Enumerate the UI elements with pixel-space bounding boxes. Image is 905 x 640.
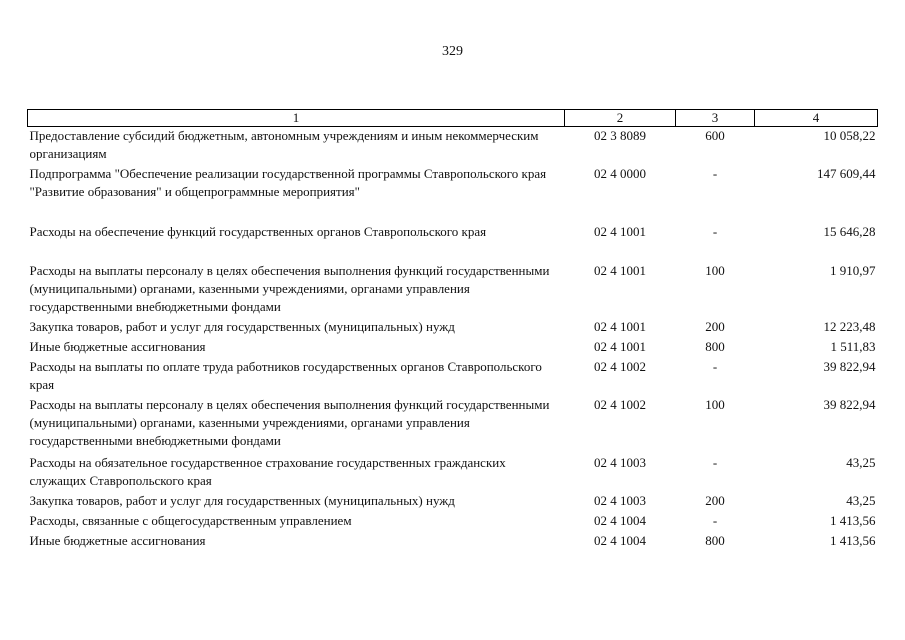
row-type: -	[712, 166, 718, 181]
table-row	[28, 512, 878, 532]
row-amount: 15 646,28	[823, 224, 876, 239]
row-name: Закупка товаров, работ и услуг для государственных (муниципальных) нужд	[29, 493, 455, 508]
row-code: 02 4 1003	[594, 455, 646, 470]
budget-table	[27, 109, 878, 552]
table-row	[28, 165, 878, 223]
row-type: 100	[705, 397, 725, 412]
row-amount: 43,25	[846, 455, 876, 470]
header-col-3: 3	[676, 110, 755, 127]
row-code: 02 4 1001	[594, 339, 646, 354]
table-row	[28, 358, 878, 396]
header-row	[28, 110, 878, 127]
row-type: 800	[705, 339, 725, 354]
row-amount: 1 511,83	[830, 339, 876, 354]
table-row	[28, 492, 878, 512]
row-name: Закупка товаров, работ и услуг для государственных (муниципальных) нужд	[29, 319, 455, 334]
page-number: 329	[442, 44, 463, 59]
row-code: 02 4 1004	[594, 513, 646, 528]
row-type: 600	[705, 128, 725, 143]
row-amount: 39 822,94	[823, 397, 876, 412]
table-row	[28, 454, 878, 492]
row-code: 02 4 1004	[594, 533, 646, 548]
row-code: 02 4 1002	[594, 359, 646, 374]
table-row	[28, 262, 878, 318]
row-code: 02 4 1001	[594, 224, 646, 239]
header-col-1: 1	[28, 110, 565, 127]
row-name: Расходы на выплаты персоналу в целях обеспечения выполнения функций государственными (муниципальными) органами, казенными учреждениями, органами управления государственными внебюджетными фондами	[29, 263, 550, 314]
row-name: Расходы на обеспечение функций государственных органов Ставропольского края	[29, 224, 487, 239]
row-name: Расходы на выплаты по оплате труда работников государственных органов Ставропольского края	[29, 359, 542, 392]
row-code: 02 4 0000	[594, 166, 646, 181]
table-row	[28, 127, 878, 166]
table-row	[28, 532, 878, 552]
table-row	[28, 318, 878, 338]
row-name: Иные бюджетные ассигнования	[29, 533, 206, 548]
header-col-4: 4	[755, 110, 878, 127]
row-name: Подпрограмма "Обеспечение реализации государственной программы Ставропольского края "Развитие образования" и общепрограммные мероприятия"	[29, 166, 547, 199]
row-type: -	[712, 513, 718, 528]
row-amount: 147 609,44	[817, 166, 876, 181]
row-type: 200	[705, 319, 725, 334]
row-code: 02 4 1001	[594, 319, 646, 334]
row-amount: 1 413,56	[830, 513, 876, 528]
row-name: Расходы, связанные с общегосударственным управлением	[29, 513, 352, 528]
row-type: 100	[705, 263, 725, 278]
row-code: 02 4 1002	[594, 397, 646, 412]
row-name: Расходы на выплаты персоналу в целях обеспечения выполнения функций государственными (муниципальными) органами, казенными учреждениями, органами управления государственными внебюджетными фондами	[29, 397, 550, 448]
row-amount: 10 058,22	[823, 128, 876, 143]
row-code: 02 4 1001	[594, 263, 646, 278]
row-amount: 43,25	[846, 493, 876, 508]
table-row	[28, 338, 878, 358]
row-amount: 12 223,48	[823, 319, 876, 334]
row-type: 800	[705, 533, 725, 548]
row-code: 02 4 1003	[594, 493, 646, 508]
header-col-2: 2	[565, 110, 676, 127]
row-amount: 1 413,56	[830, 533, 876, 548]
row-amount: 1 910,97	[830, 263, 876, 278]
table-row	[28, 396, 878, 454]
row-amount: 39 822,94	[823, 359, 876, 374]
row-type: -	[712, 224, 718, 239]
row-type: -	[712, 455, 718, 470]
row-code: 02 3 8089	[594, 128, 646, 143]
row-type: -	[712, 359, 718, 374]
row-name: Предоставление субсидий бюджетным, автономным учреждениям и иным некоммерческим организациям	[29, 128, 539, 161]
row-name: Иные бюджетные ассигнования	[29, 339, 206, 354]
row-type: 200	[705, 493, 725, 508]
row-name: Расходы на обязательное государственное страхование государственных гражданских служащих Ставропольского края	[29, 455, 506, 488]
table-row	[28, 223, 878, 262]
